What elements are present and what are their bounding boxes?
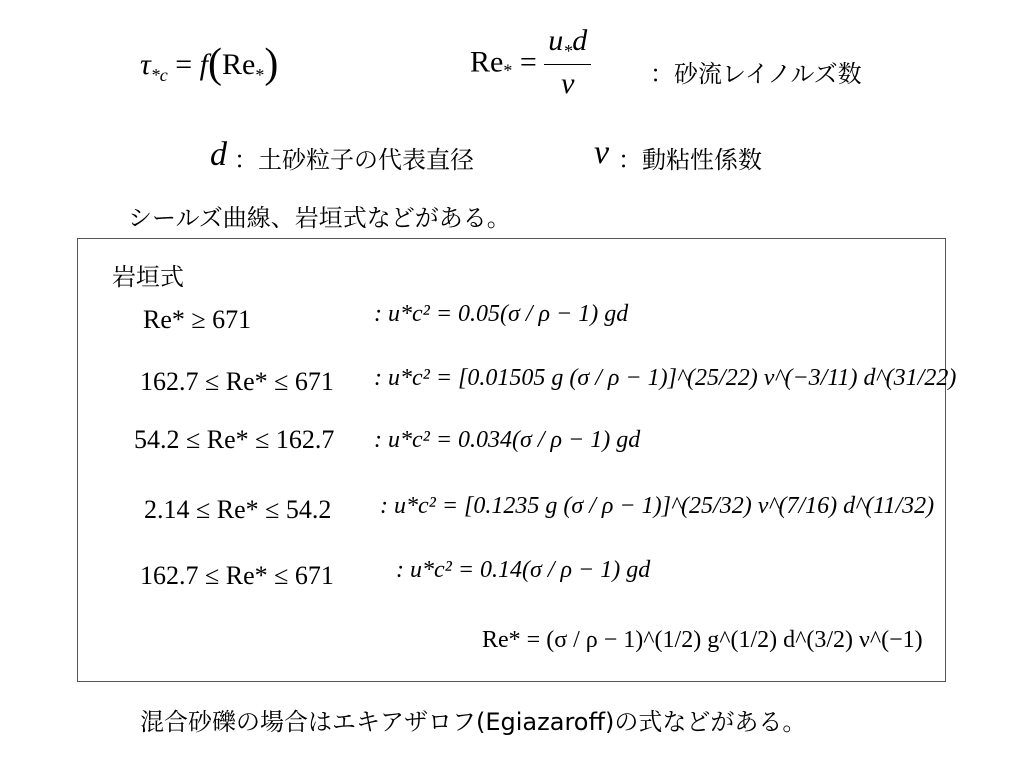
condition-1: Re* ≥ 671 [143, 305, 252, 334]
condition-3: 54.2 ≤ Re* ≤ 162.7 [134, 425, 335, 454]
d-description: ：土砂粒子の代表直径 [234, 146, 474, 174]
d-symbol: d [210, 136, 227, 173]
condition-5: 162.7 ≤ Re* ≤ 671 [140, 561, 334, 590]
reynolds-description: ：砂流レイノルズ数 [650, 60, 862, 88]
nu-symbol: ν [594, 134, 610, 171]
shields-formula: $\tau_{*c} = f(Re_*)$ [140, 41, 279, 87]
condition-2: 162.7 ≤ Re* ≤ 671 [140, 367, 334, 396]
iwagaki-box [77, 238, 957, 682]
nu-description: ：動粘性係数 [618, 146, 762, 174]
condition-4: 2.14 ≤ Re* ≤ 54.2 [144, 495, 332, 524]
equation-2: : u*c² = [0.01505 g (σ / ρ − 1)]^(25/22) ν^(−3/11) d^(31/22) [374, 365, 957, 391]
equation-1: : u*c² = 0.05(σ / ρ − 1) gd [374, 301, 629, 327]
equation-5: : u*c² = 0.14(σ / ρ − 1) gd [396, 557, 651, 583]
footer-text: 混合砂礫の場合はエキアザロフ(Egiazaroff)の式などがある。 [140, 708, 807, 736]
reynolds-definition: Re* = (σ / ρ − 1)^(1/2) g^(1/2) d^(3/2) ν^(−1) [482, 627, 923, 653]
reynolds-formula: $Re_*$ = $\frac{u_*d}{\nu}$ [470, 24, 591, 101]
equation-4: : u*c² = [0.1235 g (σ / ρ − 1)]^(25/32) ν^(7/16) d^(11/32) [380, 493, 935, 519]
iwagaki-title: 岩垣式 [112, 263, 184, 291]
intro-text: シールズ曲線、岩垣式などがある。 [128, 204, 511, 232]
equation-3: : u*c² = 0.034(σ / ρ − 1) gd [374, 427, 641, 453]
